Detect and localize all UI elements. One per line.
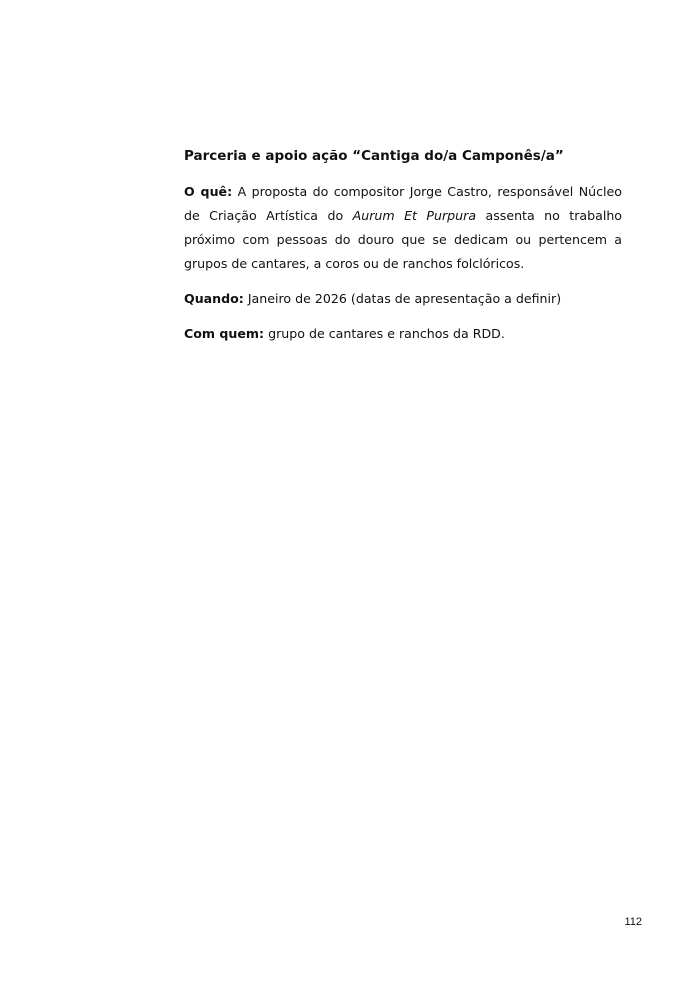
what-text-before: A proposta do compositor Jorge Castro, responsável Núcleo de Criação Artística do <box>184 184 622 223</box>
page-content <box>184 146 622 357</box>
what-text-after: assenta no trabalho próximo com pessoas do douro que se dedicam ou pertencem a grupos de cantares, a coros ou de ranchos folclóricos. <box>184 208 623 271</box>
what-paragraph <box>184 180 622 276</box>
with-whom-label: Com quem: <box>184 326 265 341</box>
section-heading: Parceria e apoio ação “Cantiga do/a Camponês/a” <box>184 148 564 164</box>
what-text-italic: Aurum Et Purpura <box>352 208 477 223</box>
what-label: O quê: <box>184 184 233 199</box>
page-number: 112 <box>624 916 642 928</box>
with-whom-text: grupo de cantares e ranchos da RDD. <box>264 326 505 341</box>
with-whom-paragraph <box>184 322 622 346</box>
when-paragraph <box>184 287 622 311</box>
when-label: Quando: <box>184 291 244 306</box>
when-text: Janeiro de 2026 (datas de apresentação a definir) <box>243 291 562 306</box>
